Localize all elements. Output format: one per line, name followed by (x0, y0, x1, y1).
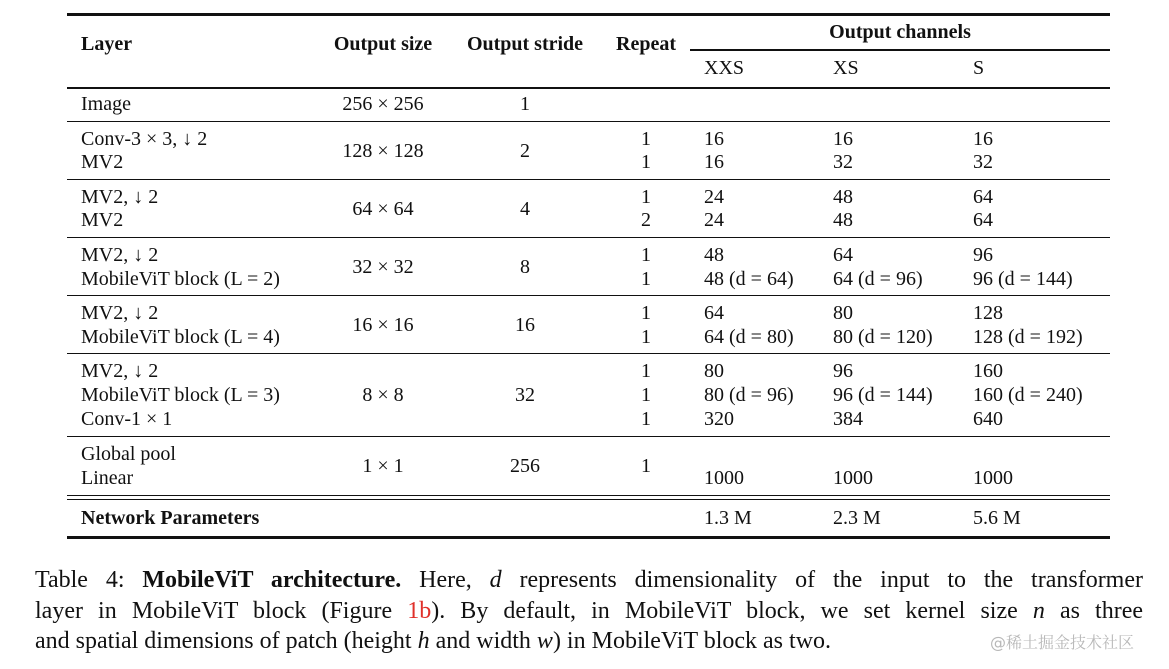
bottom-rule (67, 536, 1110, 539)
top-rule (67, 13, 1110, 16)
header-output-size: Output size (333, 33, 433, 55)
channel-value: 96 (833, 360, 853, 382)
output-stride: 2 (520, 139, 530, 162)
row-separator (67, 121, 1110, 122)
channel-value: 24 (704, 186, 724, 208)
channel-value: 128 (973, 302, 1003, 324)
channel-value: 320 (704, 408, 734, 430)
layer-name: MV2, ↓ 2 (81, 302, 159, 324)
caption-line-2 (35, 596, 1143, 626)
channel-value: 80 (d = 120) (833, 326, 933, 348)
repeat-count: 1 (641, 408, 651, 430)
row-separator (67, 237, 1110, 238)
header-layer: Layer (81, 33, 133, 55)
repeat-count: 1 (641, 326, 651, 348)
layer-name: MV2 (81, 209, 124, 231)
channel-value: 64 (833, 244, 853, 266)
caption-text: Here, (401, 567, 490, 593)
channel-value: 160 (d = 240) (973, 384, 1083, 406)
caption-prefix: Table 4: (35, 567, 143, 593)
caption-text: represents dimensionality of the input to the transformer (501, 567, 1143, 593)
parameter-count: 1.3 M (704, 507, 752, 529)
header-variant: S (973, 57, 985, 79)
repeat-count: 1 (641, 244, 651, 266)
caption-var-d: d (489, 567, 502, 593)
caption-text: ) in MobileViT block as two. (552, 628, 832, 654)
channel-value: 80 (833, 302, 853, 324)
watermark: @稀土掘金技术社区 (990, 633, 1135, 652)
layer-name: Conv-1 × 1 (81, 408, 173, 430)
channel-value: 80 (704, 360, 724, 382)
header-output-stride: Output stride (466, 33, 584, 55)
layer-name: MobileViT block (L = 4) (81, 326, 280, 348)
channel-value: 96 (d = 144) (973, 268, 1073, 290)
caption-var-w: w (536, 628, 553, 654)
layer-name: MobileViT block (L = 2) (81, 268, 280, 290)
output-channels-rule (690, 49, 1110, 51)
output-size: 64 × 64 (352, 197, 414, 220)
layer-name: Linear (81, 467, 134, 489)
output-stride: 32 (515, 384, 535, 406)
caption-text: as three (1044, 598, 1144, 624)
channel-value: 32 (833, 151, 853, 173)
channel-value: 128 (d = 192) (973, 326, 1083, 348)
channel-value: 80 (d = 96) (704, 384, 794, 406)
repeat-count: 1 (641, 360, 651, 382)
channel-value: 96 (973, 244, 993, 266)
repeat-count: 1 (641, 186, 651, 208)
repeat-count: 2 (641, 209, 651, 231)
channel-value: 96 (d = 144) (833, 384, 933, 406)
caption-text: and spatial dimensions of patch (height (35, 628, 418, 654)
repeat-count: 1 (641, 268, 651, 290)
channel-value: 1000 (973, 467, 1013, 489)
output-size: 128 × 128 (342, 139, 424, 162)
output-size: 8 × 8 (362, 384, 404, 406)
channel-value: 16 (704, 151, 724, 173)
output-size: 32 × 32 (352, 256, 414, 278)
output-size: 16 × 16 (352, 314, 414, 336)
repeat-count: 1 (641, 384, 651, 406)
channel-value: 24 (704, 209, 724, 231)
double-rule (67, 495, 1110, 496)
header-rule (67, 87, 1110, 89)
channel-value: 48 (833, 186, 853, 208)
layer-name: MV2, ↓ 2 (81, 186, 159, 208)
channel-value: 384 (833, 408, 863, 430)
channel-value: 64 (973, 186, 993, 208)
parameter-count: 5.6 M (973, 507, 1021, 529)
output-size: 1 × 1 (362, 455, 404, 477)
layer-name: MobileViT block (L = 3) (81, 384, 280, 406)
caption-text: and width (429, 628, 537, 654)
header-variant: XXS (704, 57, 745, 79)
row-separator (67, 353, 1110, 354)
caption-title: MobileViT architecture. (142, 567, 402, 593)
layer-name: Global pool (81, 443, 176, 465)
figure-link[interactable]: 1b (407, 598, 432, 624)
channel-value: 64 (d = 80) (704, 326, 794, 348)
layer-name: MV2, ↓ 2 (81, 244, 159, 266)
repeat-count: 1 (641, 151, 651, 173)
layer-name: MV2, ↓ 2 (81, 360, 159, 382)
channel-value: 1000 (833, 467, 873, 489)
output-stride: 16 (515, 314, 535, 336)
caption-line-3 (35, 626, 831, 656)
layer-name: MV2 (81, 151, 124, 173)
output-size: 256 × 256 (342, 93, 424, 115)
output-stride: 256 (510, 455, 540, 477)
output-stride: 8 (520, 256, 530, 278)
row-separator (67, 179, 1110, 180)
channel-value: 160 (973, 360, 1003, 382)
double-rule (67, 499, 1110, 500)
caption-var-n: n (1032, 598, 1045, 624)
repeat-count: 1 (641, 455, 651, 477)
header-output-channels: Output channels (829, 21, 971, 43)
caption-var-h: h (417, 628, 430, 654)
caption-line-1 (35, 565, 1143, 595)
channel-value: 640 (973, 408, 1003, 430)
channel-value: 1000 (704, 467, 744, 489)
layer-name: Conv-3 × 3, ↓ 2 (81, 128, 208, 150)
channel-value: 48 (704, 244, 724, 266)
output-stride: 1 (520, 93, 530, 115)
caption-text: ). By default, in MobileViT block, we set kernel size (431, 598, 1033, 624)
layer-name: Image (81, 93, 131, 115)
row-separator (67, 295, 1110, 296)
parameter-count: 2.3 M (833, 507, 881, 529)
channel-value: 64 (704, 302, 724, 324)
channel-value: 32 (973, 151, 993, 173)
channel-value: 16 (833, 128, 853, 150)
header-variant: XS (833, 57, 859, 79)
channel-value: 16 (704, 128, 724, 150)
channel-value: 48 (833, 209, 853, 231)
header-repeat: Repeat (616, 33, 676, 55)
channel-value: 64 (973, 209, 993, 231)
channel-value: 16 (973, 128, 993, 150)
channel-value: 64 (d = 96) (833, 268, 923, 290)
repeat-count: 1 (641, 128, 651, 150)
row-separator (67, 436, 1110, 437)
repeat-count: 1 (641, 302, 651, 324)
caption-text: layer in MobileViT block (Figure (35, 598, 408, 624)
channel-value: 48 (d = 64) (704, 268, 794, 290)
network-parameters-label: Network Parameters (81, 507, 260, 529)
output-stride: 4 (520, 197, 530, 220)
